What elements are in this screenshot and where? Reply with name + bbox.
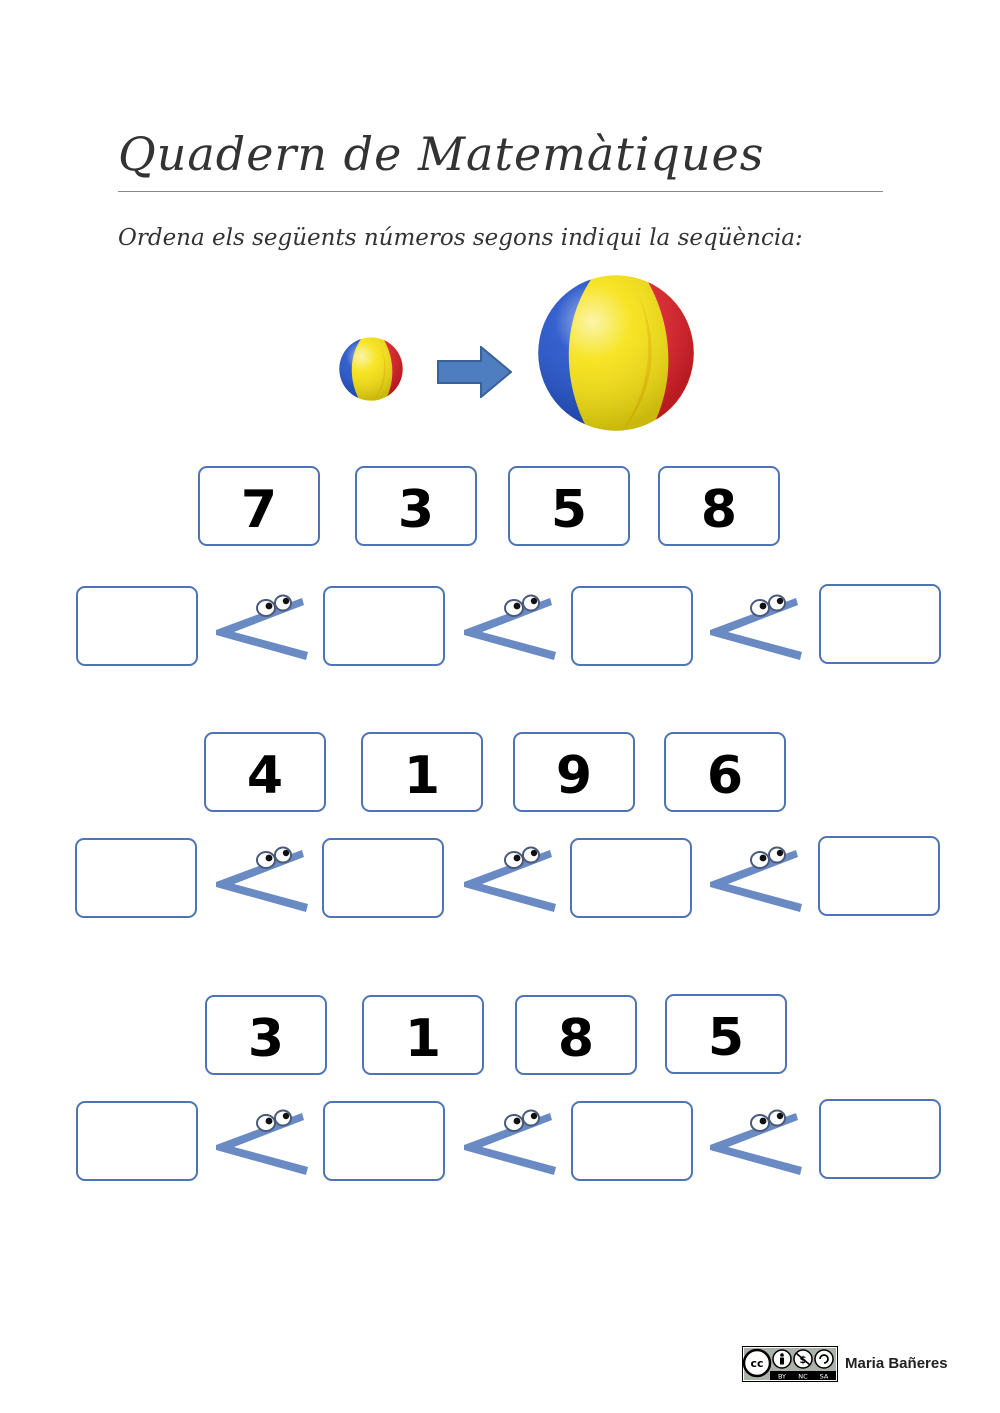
- instruction-text: Ordena els següents números segons indiqui la seqüència:: [118, 225, 803, 251]
- answer-box[interactable]: [322, 838, 444, 918]
- answer-box[interactable]: [571, 586, 693, 666]
- number-card[interactable]: 1: [361, 732, 483, 812]
- answer-box[interactable]: [819, 584, 941, 664]
- less-than-with-eyes-icon: [700, 590, 808, 662]
- answer-box[interactable]: [819, 1099, 941, 1179]
- answer-box[interactable]: [323, 586, 445, 666]
- svg-text:SA: SA: [819, 1372, 829, 1381]
- number-card[interactable]: 9: [513, 732, 635, 812]
- number-card[interactable]: 7: [198, 466, 320, 546]
- number-card[interactable]: 8: [515, 995, 637, 1075]
- less-than-with-eyes-icon: [454, 590, 562, 662]
- less-than-with-eyes-icon: [206, 1105, 314, 1177]
- answer-box[interactable]: [75, 838, 197, 918]
- less-than-with-eyes-icon: [206, 590, 314, 662]
- answer-box[interactable]: [76, 1101, 198, 1181]
- less-than-with-eyes-icon: [700, 842, 808, 914]
- svg-text:BY: BY: [777, 1372, 787, 1381]
- less-than-with-eyes-icon: [206, 842, 314, 914]
- title-divider: [118, 191, 883, 192]
- answer-box[interactable]: [571, 1101, 693, 1181]
- answer-box[interactable]: [323, 1101, 445, 1181]
- less-than-with-eyes-icon: [700, 1105, 808, 1177]
- right-arrow-icon: [437, 346, 512, 398]
- number-card[interactable]: 3: [205, 995, 327, 1075]
- svg-text:NC: NC: [798, 1372, 808, 1381]
- svg-text:cc: cc: [750, 1357, 764, 1370]
- number-card[interactable]: 3: [355, 466, 477, 546]
- page-title: Quadern de Matemàtiques: [118, 127, 765, 181]
- large-beach-ball-icon: [535, 272, 697, 434]
- less-than-with-eyes-icon: [454, 1105, 562, 1177]
- svg-text:$: $: [799, 1355, 807, 1366]
- answer-box[interactable]: [818, 836, 940, 916]
- number-card[interactable]: 6: [664, 732, 786, 812]
- number-card[interactable]: 1: [362, 995, 484, 1075]
- number-card[interactable]: 4: [204, 732, 326, 812]
- answer-box[interactable]: [570, 838, 692, 918]
- creative-commons-by-nc-sa-icon: [742, 1346, 838, 1382]
- number-card[interactable]: 8: [658, 466, 780, 546]
- small-beach-ball-icon: [338, 336, 404, 402]
- author-name: Maria Bañeres: [845, 1355, 948, 1372]
- number-card[interactable]: 5: [508, 466, 630, 546]
- answer-box[interactable]: [76, 586, 198, 666]
- number-card[interactable]: 5: [665, 994, 787, 1074]
- less-than-with-eyes-icon: [454, 842, 562, 914]
